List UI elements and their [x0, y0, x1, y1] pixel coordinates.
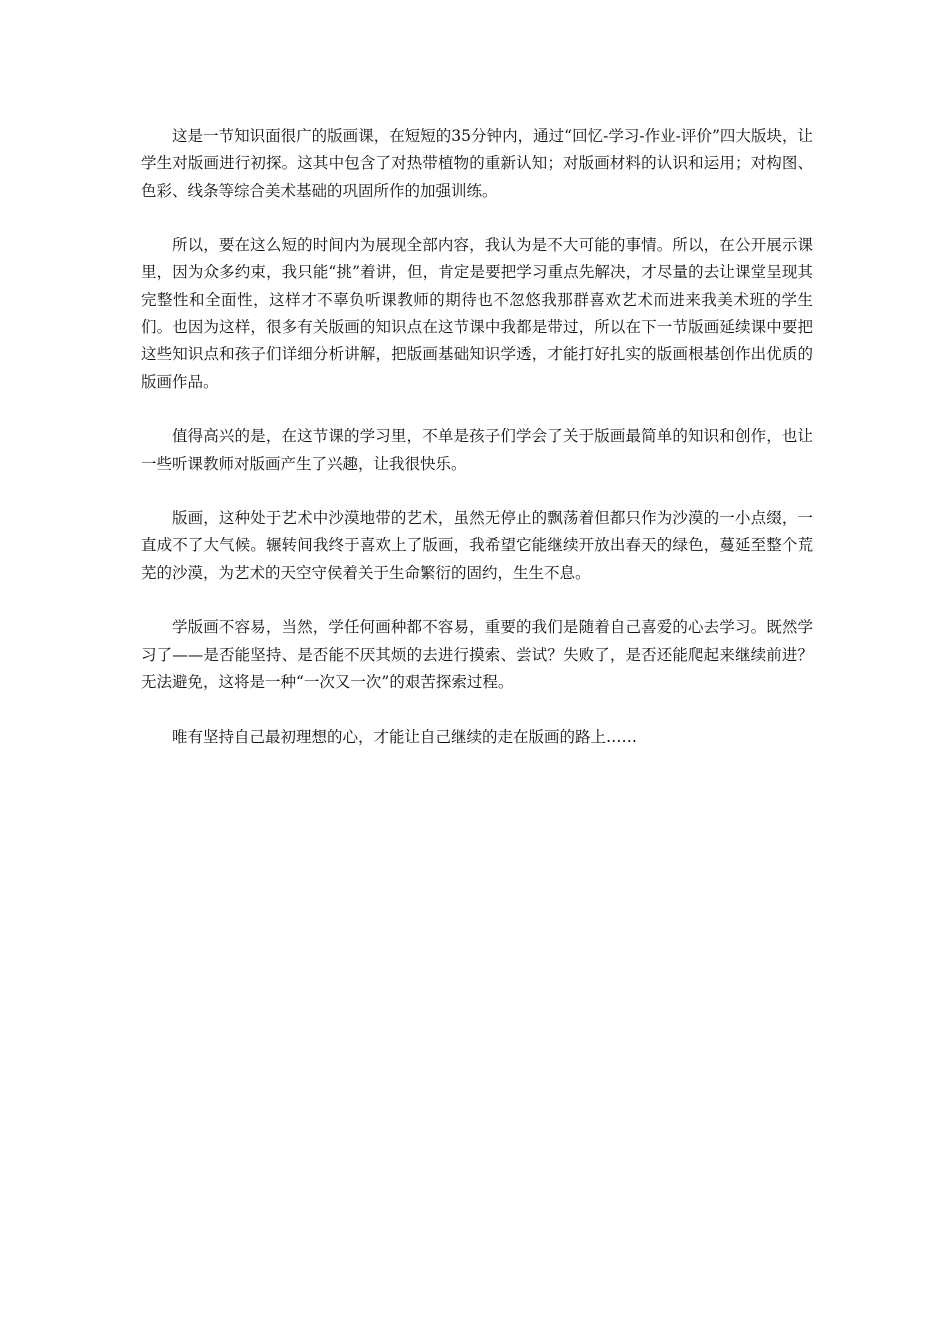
paragraph: 所以，要在这么短的时间内为展现全部内容，我认为是不大可能的事情。所以，在公开展示课里，因为众多约束，我只能“挑”着讲，但，肯定是要把学习重点先解决，才尽量的去让课堂呈现其完整性和全面性，这样才不辜负听课教师的期待也不忽悠我那群喜欢艺术而进来我美术班的学生们。也因为这样，很多有关版画的知识点在这节课中我都是带过，所以在下一节版画延续课中要把这些知识点和孩子们详细分析讲解，把版画基础知识学透，才能打好扎实的版画根基创作出优质的版画作品。	[141, 236, 813, 391]
document-body	[141, 123, 813, 778]
paragraph: 这是一节知识面很广的版画课，在短短的35分钟内，通过“回忆-学习-作业-评价”四大版块，让学生对版画进行初探。这其中包含了对热带植物的重新认知；对版画材料的认识和运用；对构图、色彩、线条等综合美术基础的巩固所作的加强训练。	[141, 127, 813, 200]
paragraph: 唯有坚持自己最初理想的心，才能让自己继续的走在版画的路上……	[172, 727, 638, 746]
paragraph: 版画，这种处于艺术中沙漠地带的艺术，虽然无停止的飘荡着但都只作为沙漠的一小点缀，一直成不了大气候。辗转间我终于喜欢上了版画，我希望它能继续开放出春天的绿色，蔓延至整个荒芜的沙漠，为艺术的天空守侯着关于生命繁衍的固约，生生不息。	[141, 509, 813, 582]
paragraph: 值得高兴的是，在这节课的学习里，不单是孩子们学会了关于版画最简单的知识和创作，也让一些听课教师对版画产生了兴趣，让我很快乐。	[141, 427, 813, 473]
paragraph: 学版画不容易，当然，学任何画种都不容易，重要的我们是随着自己喜爱的心去学习。既然学习了——是否能坚持、是否能不厌其烦的去进行摸索、尝试？失败了，是否还能爬起来继续前进？无法避免，这将是一种“一次又一次”的艰苦探索过程。	[141, 618, 813, 691]
